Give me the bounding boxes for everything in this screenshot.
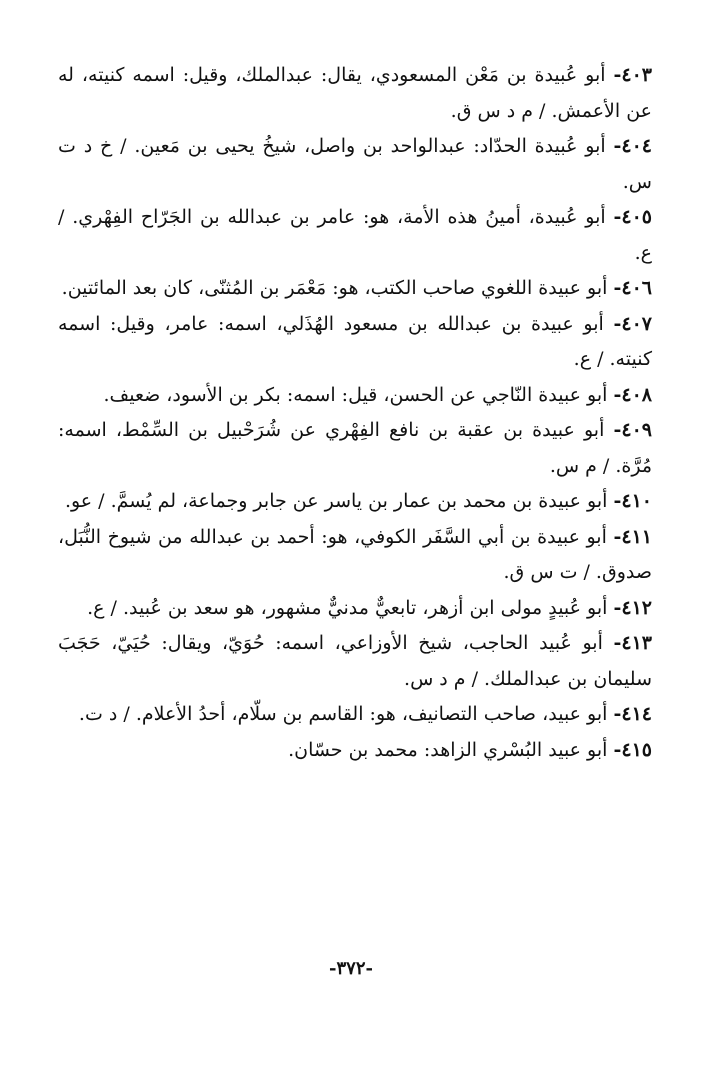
entry-number: ٤٠٦- xyxy=(613,277,652,299)
entry-405 xyxy=(58,200,652,271)
entry-text: أبو عُبيدٍ مولى ابن أزهر، تابعيٌّ مدنيٌّ مشهور، هو سعد بن عُبيد. / ع. xyxy=(87,596,608,619)
entry-411 xyxy=(58,520,652,591)
entry-text: أبو عُبيدة الحدّاد: عبدالواحد بن واصل، شيخُ يحيى بن مَعين. / خ د ت س. xyxy=(58,135,652,193)
entry-text: أبو عبيد، صاحب التصانيف، هو: القاسم بن سلّام، أحدُ الأعلام. / د ت. xyxy=(78,703,608,725)
entry-text: أبو عبيدة بن عقبة بن نافع الفِهْري عن شُرَحْبيل بن السِّمْط، اسمه: مُرَّة. / م س. xyxy=(58,419,652,477)
page-number: -٣٧٢- xyxy=(329,958,373,979)
entry-number: ٤١٥- xyxy=(613,738,652,761)
entry-404 xyxy=(58,129,652,200)
entry-407 xyxy=(58,307,652,378)
entry-text: أبو عُبيدة بن مَعْن المسعودي، يقال: عبدالملك، وقيل: اسمه كنيته، له عن الأعمش. / م د س ق. xyxy=(58,64,652,122)
entry-number: ٤٠٧- xyxy=(613,312,652,335)
entry-text: أبو عبيدة النّاجي عن الحسن، قيل: اسمه: بكر بن الأسود، ضعيف. xyxy=(103,383,608,406)
entry-text: أبو عبيدة بن محمد بن عمار بن ياسر عن جابر وجماعة، لم يُسمَّ. / عو. xyxy=(64,490,608,512)
entry-414 xyxy=(58,697,652,733)
entry-403 xyxy=(58,58,652,129)
entry-410 xyxy=(58,484,652,520)
entry-408 xyxy=(58,378,652,414)
entry-text: أبو عُبيد الحاجب، شيخ الأوزاعي، اسمه: حُوَيّ، ويقال: حُيَيّ، حَجَبَ سليمان بن عبدالملك. / م د س. xyxy=(58,632,652,690)
entry-text: أبو عبيدة بن عبدالله بن مسعود الهُذَلي، اسمه: عامر، وقيل: اسمه كنيته. / ع. xyxy=(58,312,652,370)
entry-text: أبو عبيد البُسْري الزاهد: محمد بن حسّان. xyxy=(288,738,608,761)
entry-text: أبو عبيدة اللغوي صاحب الكتب، هو: مَعْمَر بن المُثنّى، كان بعد المائتين. xyxy=(61,277,608,299)
entry-number: ٤١٤- xyxy=(613,703,652,725)
entry-409 xyxy=(58,413,652,484)
entry-number: ٤٠٤- xyxy=(613,135,652,157)
entry-text: أبو عُبيدة، أمينُ هذه الأمة، هو: عامر بن عبدالله بن الجَرّاح الفِهْري. / ع. xyxy=(58,206,652,264)
entry-413 xyxy=(58,626,652,697)
entry-number: ٤١٣- xyxy=(613,632,652,654)
entry-number: ٤١٢- xyxy=(613,596,652,619)
entry-number: ٤١٠- xyxy=(613,490,652,512)
entry-412 xyxy=(58,591,652,627)
entry-number: ٤٠٩- xyxy=(613,419,652,441)
entry-415 xyxy=(58,733,652,769)
entry-number: ٤١١- xyxy=(613,525,652,548)
entry-number: ٤٠٣- xyxy=(613,64,652,86)
entry-number: ٤٠٨- xyxy=(613,383,652,406)
entry-number: ٤٠٥- xyxy=(613,206,652,228)
entry-406 xyxy=(58,271,652,307)
entry-text: أبو عبيدة بن أبي السَّفَر الكوفي، هو: أحمد بن عبدالله من شيوخ النُّبَل، صدوق. / ت س ق. xyxy=(58,525,652,583)
page-body xyxy=(58,58,652,768)
